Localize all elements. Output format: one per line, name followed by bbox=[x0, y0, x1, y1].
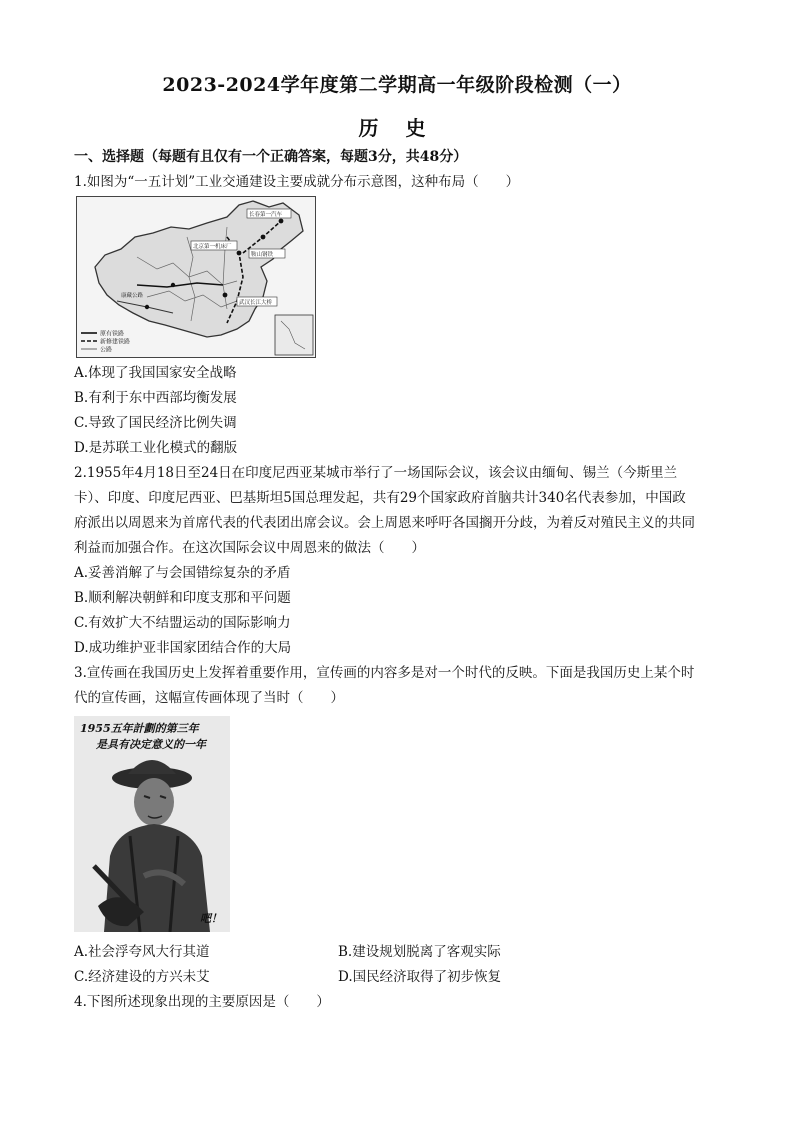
q2-option-b: B.顺利解决朝鲜和印度支那和平问题 bbox=[74, 590, 291, 606]
poster-image bbox=[74, 716, 230, 932]
map-label-changchun-auto: 长春第一汽车 bbox=[249, 212, 283, 218]
q1-option-d: D.是苏联工业化模式的翻版 bbox=[74, 440, 238, 456]
q1-option-a: A.体现了我国国家安全战略 bbox=[74, 365, 237, 381]
section-heading: 一、选择题（每题有且仅有一个正确答案，每题3分，共48分） bbox=[74, 149, 468, 165]
map-label-beijing-machine: 北京第一机床厂 bbox=[193, 244, 232, 250]
question-4-stem: 4.下图所述现象出现的主要原因是（ ） bbox=[74, 994, 330, 1010]
map-label-kangzang-road: 康藏公路 bbox=[121, 293, 144, 299]
question-2-line-2: 卡）、印度、印度尼西亚、巴基斯坦5国总理发起，共有29个国家政府首脑共计340名代表参加，中国政 bbox=[74, 490, 686, 506]
poster-text-line-3: 吧！ bbox=[200, 912, 222, 925]
q2-option-c: C.有效扩大不结盟运动的国际影响力 bbox=[74, 615, 291, 631]
map-label-wuhan-bridge: 武汉长江大桥 bbox=[239, 300, 273, 306]
poster-text-line-1: 1955五年計劃的第三年 bbox=[80, 722, 199, 735]
map-label-anshan-steel: 鞍山钢铁 bbox=[251, 252, 274, 258]
q3-option-a: A.社会浮夸风大行其道 bbox=[74, 944, 210, 960]
q2-option-d: D.成功维护亚非国家团结合作的大局 bbox=[74, 640, 292, 656]
q1-option-c: C.导致了国民经济比例失调 bbox=[74, 415, 237, 431]
q2-option-a: A.妥善消解了与会国错综复杂的矛盾 bbox=[74, 565, 291, 581]
legend-new-rail: 新修建铁路 bbox=[100, 338, 131, 346]
question-2-line-1: 2.1955年4月18日至24日在印度尼西亚某城市举行了一场国际会议，该会议由缅甸、锡兰（今斯里兰 bbox=[74, 465, 678, 481]
q3-option-d: D.国民经济取得了初步恢复 bbox=[338, 969, 502, 985]
exam-title: 2023-2024学年度第二学期高一年级阶段检测（一） bbox=[162, 74, 632, 96]
legend-existing-rail: 原有铁路 bbox=[100, 330, 125, 338]
question-3-line-1: 3.宣传画在我国历史上发挥着重要作用，宣传画的内容多是对一个时代的反映。下面是我国历史上某个时 bbox=[74, 665, 695, 681]
question-2-line-4: 利益而加强合作。在这次国际会议中周恩来的做法（ ） bbox=[74, 540, 425, 556]
legend-road: 公路 bbox=[100, 346, 113, 354]
question-2-line-3: 府派出以周恩来为首席代表的代表团出席会议。会上周恩来呼吁各国搁开分歧，为着反对殖民主义的共同 bbox=[74, 515, 695, 531]
question-1-stem: 1.如图为“一五计划”工业交通建设主要成就分布示意图，这种布局（ ） bbox=[74, 174, 520, 190]
q3-option-b: B.建设规划脱离了客观实际 bbox=[338, 944, 501, 960]
industrial-map-figure bbox=[76, 196, 316, 358]
question-3-line-2: 代的宣传画，这幅宣传画体现了当时（ ） bbox=[74, 690, 344, 706]
propaganda-poster-figure bbox=[74, 716, 230, 932]
q1-option-b: B.有利于东中西部均衡发展 bbox=[74, 390, 237, 406]
china-map-image bbox=[77, 197, 315, 357]
poster-text-line-2: 是具有决定意义的一年 bbox=[96, 738, 206, 751]
subject-title: 历 史 bbox=[358, 116, 436, 140]
q3-option-c: C.经济建设的方兴未艾 bbox=[74, 969, 210, 985]
